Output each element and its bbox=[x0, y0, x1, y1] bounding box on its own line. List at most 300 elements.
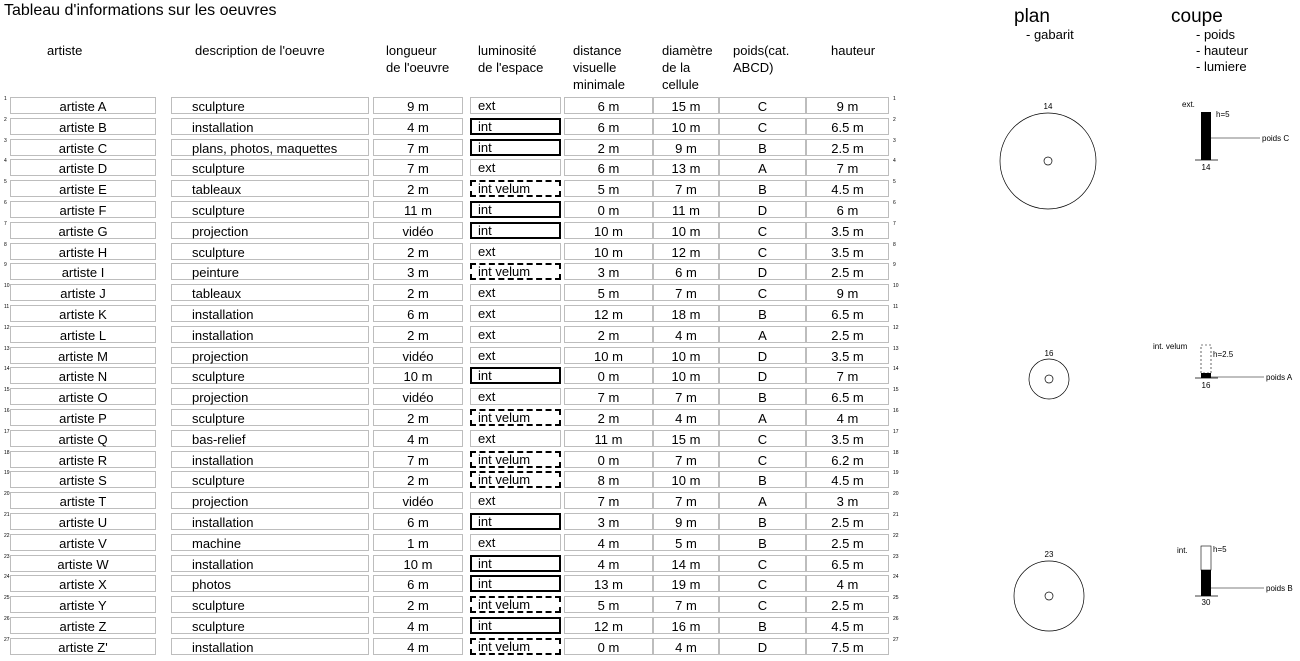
lum-label: ext. bbox=[1182, 100, 1195, 109]
cell-diametre: 18 m bbox=[653, 305, 719, 322]
cell-distance: 12 m bbox=[564, 617, 653, 634]
cell-luminosite: ext bbox=[470, 347, 561, 364]
row-number: 2 bbox=[4, 116, 7, 123]
cell-distance: 6 m bbox=[564, 118, 653, 135]
cell-hauteur: 6.5 m bbox=[806, 388, 889, 405]
cell-hauteur: 3.5 m bbox=[806, 430, 889, 447]
plan-outline-circle bbox=[1029, 359, 1069, 399]
row-number-right: 3 bbox=[893, 137, 896, 144]
cell-artiste: artiste A bbox=[10, 97, 156, 114]
plan-label: 14 bbox=[1043, 102, 1053, 111]
cell-distance: 5 m bbox=[564, 596, 653, 613]
cell-description: projection bbox=[171, 222, 369, 239]
cell-artiste: artiste E bbox=[10, 180, 156, 197]
cell-description: sculpture bbox=[171, 596, 369, 613]
cell-luminosite: ext bbox=[470, 388, 561, 405]
cell-diametre: 4 m bbox=[653, 326, 719, 343]
cell-diametre: 10 m bbox=[653, 471, 719, 488]
row-number: 14 bbox=[4, 366, 10, 373]
cell-description: peinture bbox=[171, 263, 369, 280]
cell-longueur: 9 m bbox=[373, 97, 463, 114]
cell-longueur: 6 m bbox=[373, 575, 463, 592]
row-number: 7 bbox=[4, 220, 7, 227]
cell-artiste: artiste P bbox=[10, 409, 156, 426]
cell-luminosite: int bbox=[470, 367, 561, 384]
cell-description: projection bbox=[171, 388, 369, 405]
cell-description: installation bbox=[171, 638, 369, 655]
cell-poids: C bbox=[719, 222, 806, 239]
cell-hauteur: 3.5 m bbox=[806, 347, 889, 364]
plan-center-circle bbox=[1044, 157, 1052, 165]
cell-hauteur: 2.5 m bbox=[806, 596, 889, 613]
cell-diametre: 9 m bbox=[653, 139, 719, 156]
cell-distance: 13 m bbox=[564, 575, 653, 592]
header-hauteur: hauteur bbox=[831, 43, 876, 58]
cell-longueur: 4 m bbox=[373, 617, 463, 634]
cell-diametre: 19 m bbox=[653, 575, 719, 592]
cell-poids: C bbox=[719, 118, 806, 135]
cell-longueur: 4 m bbox=[373, 430, 463, 447]
cell-hauteur: 4 m bbox=[806, 575, 889, 592]
plan-outline-circle bbox=[1014, 561, 1084, 631]
row-number: 25 bbox=[4, 595, 10, 602]
row-number-right: 20 bbox=[893, 491, 899, 498]
cell-artiste: artiste L bbox=[10, 326, 156, 343]
cell-diametre: 15 m bbox=[653, 97, 719, 114]
cell-diametre: 5 m bbox=[653, 534, 719, 551]
page-title: Tableau d'informations sur les oeuvres bbox=[4, 2, 277, 19]
cell-poids: B bbox=[719, 139, 806, 156]
example-2 bbox=[1029, 342, 1293, 399]
height-label: h=5 bbox=[1213, 545, 1227, 554]
cell-longueur: 2 m bbox=[373, 409, 463, 426]
cell-poids: D bbox=[719, 638, 806, 655]
cell-poids: D bbox=[719, 201, 806, 218]
row-number: 9 bbox=[4, 262, 7, 269]
cell-distance: 6 m bbox=[564, 159, 653, 176]
cell-hauteur: 9 m bbox=[806, 97, 889, 114]
cell-longueur: 2 m bbox=[373, 180, 463, 197]
cell-longueur: vidéo bbox=[373, 388, 463, 405]
cell-distance: 10 m bbox=[564, 222, 653, 239]
cell-longueur: 7 m bbox=[373, 159, 463, 176]
bottom-label: 14 bbox=[1201, 163, 1211, 172]
cell-luminosite: int bbox=[470, 555, 561, 572]
cell-poids: B bbox=[719, 305, 806, 322]
row-number-right: 10 bbox=[893, 283, 899, 290]
row-number-right: 11 bbox=[893, 304, 899, 310]
row-number: 5 bbox=[4, 179, 7, 186]
height-label: h=5 bbox=[1216, 110, 1230, 119]
poids-label: poids A bbox=[1266, 373, 1293, 382]
cell-diametre: 7 m bbox=[653, 451, 719, 468]
cell-artiste: artiste K bbox=[10, 305, 156, 322]
row-number-right: 19 bbox=[893, 470, 899, 477]
row-number-right: 21 bbox=[893, 512, 899, 518]
cell-diametre: 13 m bbox=[653, 159, 719, 176]
section-bar bbox=[1201, 570, 1211, 596]
cell-artiste: artiste C bbox=[10, 139, 156, 156]
cell-artiste: artiste W bbox=[10, 555, 156, 572]
cell-hauteur: 6.5 m bbox=[806, 555, 889, 572]
cell-artiste: artiste I bbox=[10, 263, 156, 280]
row-number-right: 22 bbox=[893, 532, 899, 539]
cell-distance: 2 m bbox=[564, 326, 653, 343]
row-number-right: 25 bbox=[893, 595, 899, 602]
row-number-right: 4 bbox=[893, 158, 896, 165]
cell-hauteur: 6.5 m bbox=[806, 305, 889, 322]
cell-description: sculpture bbox=[171, 471, 369, 488]
cell-luminosite: int bbox=[470, 222, 561, 239]
cell-luminosite: int velum bbox=[470, 409, 561, 426]
cell-artiste: artiste Y bbox=[10, 596, 156, 613]
cell-longueur: 6 m bbox=[373, 513, 463, 530]
cell-luminosite: int bbox=[470, 139, 561, 156]
row-number-right: 6 bbox=[893, 200, 896, 206]
cell-hauteur: 4.5 m bbox=[806, 617, 889, 634]
cell-longueur: 2 m bbox=[373, 596, 463, 613]
cell-luminosite: int velum bbox=[470, 471, 561, 488]
coupe-title: coupe bbox=[1171, 6, 1223, 27]
row-number: 23 bbox=[4, 553, 10, 560]
cell-artiste: artiste T bbox=[10, 492, 156, 509]
row-number: 16 bbox=[4, 408, 10, 414]
section-bar bbox=[1201, 373, 1211, 378]
cell-luminosite: ext bbox=[470, 159, 561, 176]
cell-luminosite: ext bbox=[470, 97, 561, 114]
cell-poids: B bbox=[719, 617, 806, 634]
bottom-label: 30 bbox=[1201, 598, 1211, 607]
cell-diametre: 6 m bbox=[653, 263, 719, 280]
cell-distance: 4 m bbox=[564, 534, 653, 551]
cell-luminosite: int velum bbox=[470, 263, 561, 280]
cell-poids: C bbox=[719, 97, 806, 114]
cell-description: sculpture bbox=[171, 159, 369, 176]
row-number-right: 24 bbox=[893, 574, 899, 581]
cell-artiste: artiste B bbox=[10, 118, 156, 135]
cell-diametre: 10 m bbox=[653, 222, 719, 239]
cell-luminosite: ext bbox=[470, 305, 561, 322]
cell-artiste: artiste J bbox=[10, 284, 156, 301]
cell-hauteur: 2.5 m bbox=[806, 534, 889, 551]
cell-description: sculpture bbox=[171, 97, 369, 114]
cell-luminosite: ext bbox=[470, 326, 561, 343]
row-number: 26 bbox=[4, 616, 10, 622]
poids-label: poids B bbox=[1266, 584, 1293, 593]
header-artiste: artiste bbox=[47, 43, 83, 58]
cell-distance: 3 m bbox=[564, 263, 653, 280]
cell-diametre: 4 m bbox=[653, 638, 719, 655]
cell-distance: 0 m bbox=[564, 638, 653, 655]
cell-distance: 0 m bbox=[564, 367, 653, 384]
cell-distance: 0 m bbox=[564, 451, 653, 468]
row-number-right: 9 bbox=[893, 262, 896, 269]
cell-luminosite: int bbox=[470, 118, 561, 135]
cell-hauteur: 6.5 m bbox=[806, 118, 889, 135]
cell-description: projection bbox=[171, 347, 369, 364]
cell-distance: 7 m bbox=[564, 492, 653, 509]
row-number: 24 bbox=[4, 574, 10, 581]
cell-hauteur: 2.5 m bbox=[806, 263, 889, 280]
row-number-right: 15 bbox=[893, 387, 899, 394]
cell-luminosite: int velum bbox=[470, 638, 561, 655]
row-number-right: 18 bbox=[893, 449, 899, 456]
cell-longueur: vidéo bbox=[373, 492, 463, 509]
cell-diametre: 7 m bbox=[653, 596, 719, 613]
header-poids: poids(cat. ABCD) bbox=[733, 43, 790, 75]
cell-description: tableaux bbox=[171, 284, 369, 301]
cell-artiste: artiste Z' bbox=[10, 638, 156, 655]
cell-poids: B bbox=[719, 180, 806, 197]
cell-description: plans, photos, maquettes bbox=[171, 139, 369, 156]
plan-label: 23 bbox=[1044, 550, 1054, 559]
row-number: 13 bbox=[4, 345, 10, 352]
cell-hauteur: 2.5 m bbox=[806, 326, 889, 343]
cell-description: sculpture bbox=[171, 243, 369, 260]
row-number-right: 27 bbox=[893, 636, 899, 643]
cell-distance: 11 m bbox=[564, 430, 653, 447]
lum-label: int. velum bbox=[1153, 342, 1188, 351]
example-3 bbox=[1014, 545, 1293, 631]
cell-diametre: 9 m bbox=[653, 513, 719, 530]
cell-description: photos bbox=[171, 575, 369, 592]
cell-luminosite: int velum bbox=[470, 180, 561, 197]
plan-center-circle bbox=[1045, 375, 1053, 383]
cell-longueur: 1 m bbox=[373, 534, 463, 551]
cell-artiste: artiste S bbox=[10, 471, 156, 488]
row-number: 8 bbox=[4, 241, 7, 248]
cell-luminosite: ext bbox=[470, 243, 561, 260]
section-bar bbox=[1201, 112, 1211, 160]
cell-distance: 10 m bbox=[564, 243, 653, 260]
row-number-right: 13 bbox=[893, 345, 899, 352]
cell-longueur: 10 m bbox=[373, 555, 463, 572]
cell-description: machine bbox=[171, 534, 369, 551]
cell-longueur: 2 m bbox=[373, 284, 463, 301]
cell-poids: A bbox=[719, 409, 806, 426]
row-number-right: 2 bbox=[893, 116, 896, 123]
cell-longueur: 2 m bbox=[373, 243, 463, 260]
cell-description: installation bbox=[171, 326, 369, 343]
header-description: description de l'oeuvre bbox=[195, 43, 325, 58]
cell-artiste: artiste O bbox=[10, 388, 156, 405]
cell-longueur: 3 m bbox=[373, 263, 463, 280]
cell-description: sculpture bbox=[171, 617, 369, 634]
header-luminosite: luminosité de l'espace bbox=[478, 43, 544, 75]
plan-label: 16 bbox=[1044, 349, 1054, 358]
plan-subtitle: - gabarit bbox=[1026, 27, 1074, 42]
cell-poids: D bbox=[719, 347, 806, 364]
row-number: 10 bbox=[4, 283, 10, 290]
cell-artiste: artiste Q bbox=[10, 430, 156, 447]
cell-artiste: artiste G bbox=[10, 222, 156, 239]
height-label: h=2.5 bbox=[1213, 350, 1234, 359]
cell-hauteur: 7.5 m bbox=[806, 638, 889, 655]
cell-longueur: 7 m bbox=[373, 451, 463, 468]
cell-hauteur: 9 m bbox=[806, 284, 889, 301]
cell-longueur: 10 m bbox=[373, 367, 463, 384]
cell-artiste: artiste V bbox=[10, 534, 156, 551]
cell-artiste: artiste F bbox=[10, 201, 156, 218]
cell-longueur: 7 m bbox=[373, 139, 463, 156]
cell-poids: B bbox=[719, 513, 806, 530]
cell-distance: 8 m bbox=[564, 471, 653, 488]
cell-description: installation bbox=[171, 451, 369, 468]
row-number-right: 23 bbox=[893, 553, 899, 560]
cell-distance: 2 m bbox=[564, 409, 653, 426]
velum-canopy bbox=[1201, 345, 1211, 373]
cell-artiste: artiste X bbox=[10, 575, 156, 592]
cell-longueur: 6 m bbox=[373, 305, 463, 322]
cell-diametre: 10 m bbox=[653, 347, 719, 364]
cell-diametre: 15 m bbox=[653, 430, 719, 447]
cell-diametre: 12 m bbox=[653, 243, 719, 260]
cell-poids: A bbox=[719, 492, 806, 509]
cell-longueur: vidéo bbox=[373, 222, 463, 239]
cell-diametre: 10 m bbox=[653, 118, 719, 135]
cell-description: sculpture bbox=[171, 367, 369, 384]
cell-description: installation bbox=[171, 513, 369, 530]
row-number: 4 bbox=[4, 158, 7, 165]
cell-poids: C bbox=[719, 243, 806, 260]
cell-hauteur: 2.5 m bbox=[806, 139, 889, 156]
row-number: 12 bbox=[4, 324, 10, 331]
poids-label: poids C bbox=[1262, 134, 1290, 143]
lum-label: int. bbox=[1177, 546, 1188, 555]
cell-diametre: 7 m bbox=[653, 388, 719, 405]
row-number: 15 bbox=[4, 387, 10, 394]
cell-artiste: artiste U bbox=[10, 513, 156, 530]
cell-description: installation bbox=[171, 305, 369, 322]
cell-poids: C bbox=[719, 430, 806, 447]
cell-poids: D bbox=[719, 263, 806, 280]
cell-artiste: artiste D bbox=[10, 159, 156, 176]
row-number: 21 bbox=[4, 512, 10, 518]
cell-luminosite: ext bbox=[470, 534, 561, 551]
row-number-right: 16 bbox=[893, 408, 899, 414]
cell-poids: C bbox=[719, 575, 806, 592]
cell-distance: 3 m bbox=[564, 513, 653, 530]
cell-poids: B bbox=[719, 471, 806, 488]
row-number-right: 5 bbox=[893, 179, 896, 186]
cell-diametre: 7 m bbox=[653, 180, 719, 197]
cell-longueur: 11 m bbox=[373, 201, 463, 218]
cell-diametre: 14 m bbox=[653, 555, 719, 572]
cell-description: sculpture bbox=[171, 201, 369, 218]
cell-description: projection bbox=[171, 492, 369, 509]
row-number: 11 bbox=[4, 304, 10, 310]
cell-artiste: artiste H bbox=[10, 243, 156, 260]
cell-luminosite: int bbox=[470, 201, 561, 218]
cell-luminosite: int bbox=[470, 513, 561, 530]
row-number-right: 17 bbox=[893, 428, 899, 435]
cell-distance: 5 m bbox=[564, 284, 653, 301]
header-longueur: longueur de l'oeuvre bbox=[386, 43, 450, 75]
cell-poids: C bbox=[719, 451, 806, 468]
cell-poids: C bbox=[719, 555, 806, 572]
cell-distance: 4 m bbox=[564, 555, 653, 572]
cell-hauteur: 4 m bbox=[806, 409, 889, 426]
int-canopy bbox=[1201, 546, 1211, 570]
cell-luminosite: ext bbox=[470, 430, 561, 447]
cell-poids: D bbox=[719, 367, 806, 384]
cell-distance: 5 m bbox=[564, 180, 653, 197]
cell-longueur: 4 m bbox=[373, 118, 463, 135]
cell-longueur: vidéo bbox=[373, 347, 463, 364]
cell-luminosite: int bbox=[470, 617, 561, 634]
cell-distance: 0 m bbox=[564, 201, 653, 218]
cell-hauteur: 3.5 m bbox=[806, 222, 889, 239]
cell-poids: C bbox=[719, 596, 806, 613]
cell-artiste: artiste N bbox=[10, 367, 156, 384]
row-number-right: 12 bbox=[893, 324, 899, 331]
cell-luminosite: int bbox=[470, 575, 561, 592]
cell-longueur: 4 m bbox=[373, 638, 463, 655]
row-number: 1 bbox=[4, 96, 7, 102]
row-number: 18 bbox=[4, 449, 10, 456]
row-number: 20 bbox=[4, 491, 10, 498]
cell-luminosite: ext bbox=[470, 492, 561, 509]
cell-luminosite: ext bbox=[470, 284, 561, 301]
cell-diametre: 4 m bbox=[653, 409, 719, 426]
cell-distance: 2 m bbox=[564, 139, 653, 156]
cell-distance: 7 m bbox=[564, 388, 653, 405]
plan-title: plan bbox=[1014, 6, 1050, 27]
cell-hauteur: 2.5 m bbox=[806, 513, 889, 530]
cell-diametre: 7 m bbox=[653, 284, 719, 301]
plan-center-circle bbox=[1045, 592, 1053, 600]
cell-artiste: artiste M bbox=[10, 347, 156, 364]
cell-hauteur: 6 m bbox=[806, 201, 889, 218]
row-number-right: 7 bbox=[893, 220, 896, 227]
row-number-right: 8 bbox=[893, 241, 896, 248]
cell-diametre: 7 m bbox=[653, 492, 719, 509]
cell-diametre: 10 m bbox=[653, 367, 719, 384]
cell-description: installation bbox=[171, 118, 369, 135]
cell-distance: 10 m bbox=[564, 347, 653, 364]
cell-hauteur: 7 m bbox=[806, 367, 889, 384]
cell-hauteur: 3 m bbox=[806, 492, 889, 509]
cell-hauteur: 4.5 m bbox=[806, 471, 889, 488]
cell-poids: A bbox=[719, 326, 806, 343]
cell-luminosite: int velum bbox=[470, 451, 561, 468]
row-number: 27 bbox=[4, 636, 10, 643]
cell-description: installation bbox=[171, 555, 369, 572]
cell-distance: 12 m bbox=[564, 305, 653, 322]
cell-hauteur: 3.5 m bbox=[806, 243, 889, 260]
cell-longueur: 2 m bbox=[373, 326, 463, 343]
coupe-subtitle: - poids - hauteur - lumiere bbox=[1196, 27, 1249, 74]
row-number-right: 26 bbox=[893, 616, 899, 622]
example-1 bbox=[1000, 100, 1289, 209]
cell-diametre: 11 m bbox=[653, 201, 719, 218]
cell-artiste: artiste R bbox=[10, 451, 156, 468]
cell-poids: C bbox=[719, 284, 806, 301]
cell-diametre: 16 m bbox=[653, 617, 719, 634]
header-distance: distance visuelle minimale bbox=[573, 43, 626, 92]
row-number: 22 bbox=[4, 532, 10, 539]
row-number: 6 bbox=[4, 200, 7, 206]
cell-artiste: artiste Z bbox=[10, 617, 156, 634]
row-number: 17 bbox=[4, 428, 10, 435]
cell-poids: B bbox=[719, 534, 806, 551]
plan-outline-circle bbox=[1000, 113, 1096, 209]
cell-luminosite: int velum bbox=[470, 596, 561, 613]
cell-poids: A bbox=[719, 159, 806, 176]
cell-hauteur: 6.2 m bbox=[806, 451, 889, 468]
row-number-right: 1 bbox=[893, 96, 896, 102]
cell-hauteur: 4.5 m bbox=[806, 180, 889, 197]
